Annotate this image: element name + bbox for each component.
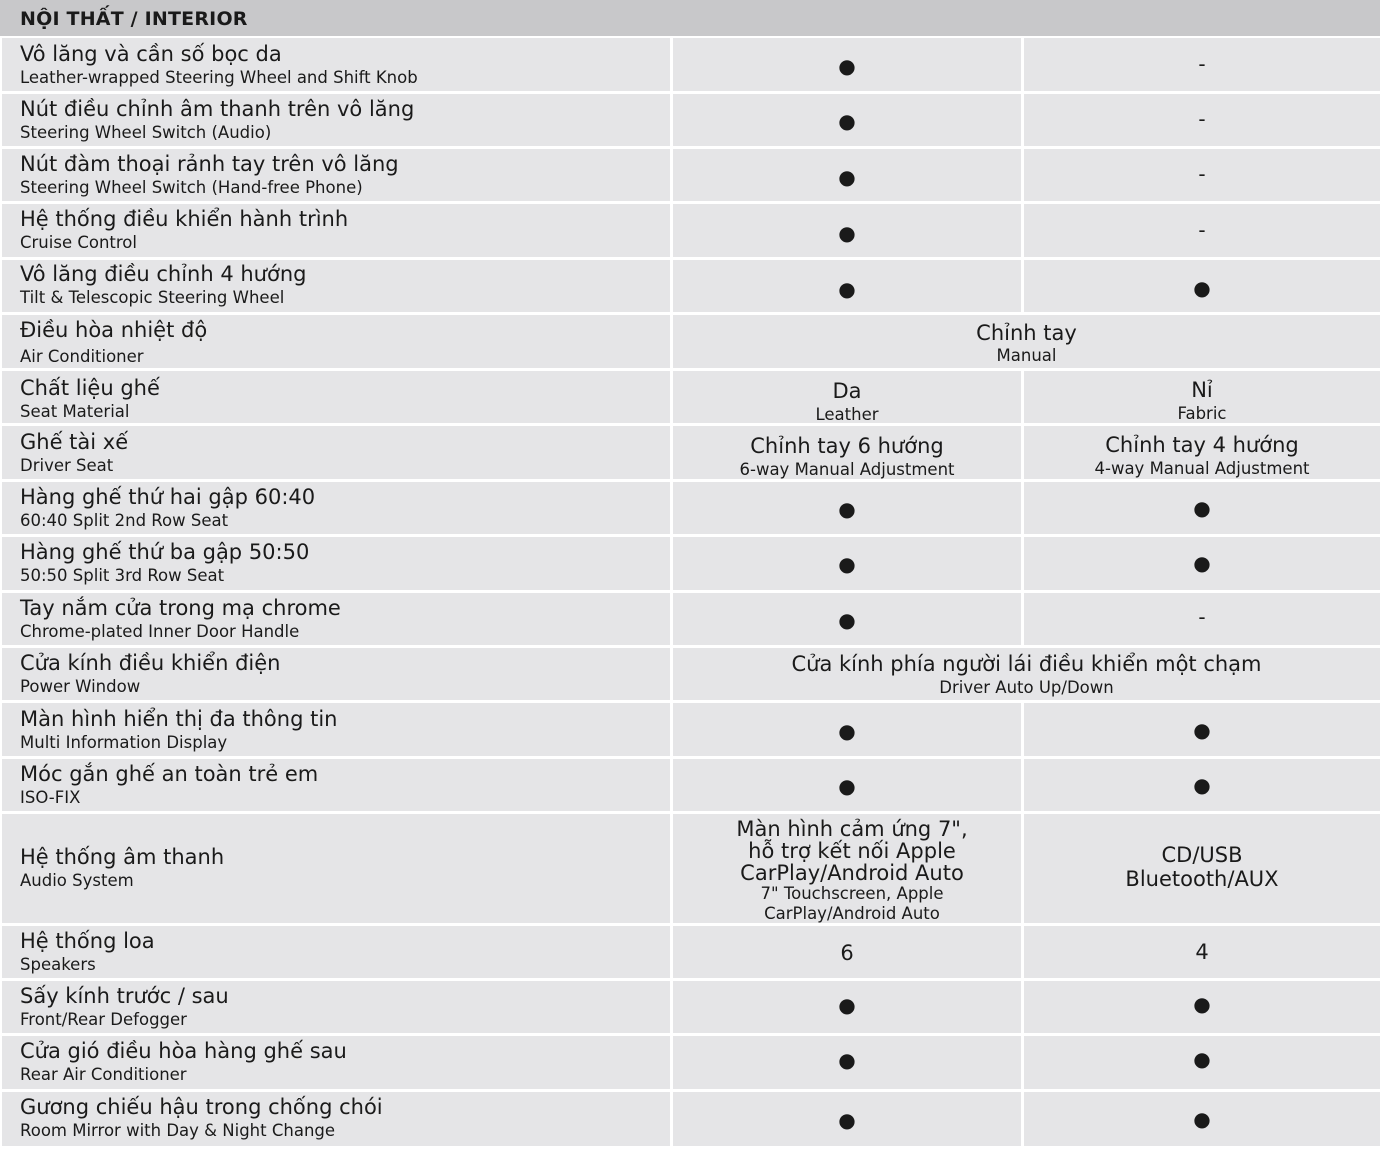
variant-a-cell: [673, 94, 1021, 146]
variant-b-value-en: 4-way Manual Adjustment: [1094, 459, 1310, 478]
feature-label-cell: [2, 703, 670, 756]
feature-name-vi: Móc gắn ghế an toàn trẻ em: [20, 762, 319, 786]
variant-b-cell: [1024, 759, 1380, 811]
feature-name-vi: Sấy kính trước / sau: [20, 984, 229, 1008]
feature-label-cell: [2, 94, 670, 146]
variant-a-value: ●: [838, 277, 856, 301]
feature-name-en: Air Conditioner: [20, 347, 144, 366]
variant-a-cell: [673, 426, 1021, 479]
feature-name-en: Driver Seat: [20, 456, 114, 475]
feature-name-vi: Hàng ghế thứ hai gập 60:40: [20, 485, 316, 509]
feature-name-en: Room Mirror with Day & Night Change: [20, 1121, 336, 1140]
merged-value-cell: [673, 648, 1380, 700]
variant-b-cell: [1024, 204, 1380, 257]
feature-name-vi: Nút đàm thoại rảnh tay trên vô lăng: [20, 152, 399, 176]
variant-b-value: ●: [1193, 276, 1211, 300]
feature-label-cell: [2, 926, 670, 978]
variant-a-cell: [673, 703, 1021, 756]
table-row: [0, 260, 1380, 315]
feature-name-vi: Hệ thống loa: [20, 929, 155, 953]
feature-label-cell: [2, 149, 670, 201]
section-title: NỘI THẤT / INTERIOR: [20, 8, 248, 30]
variant-a-value-vi: Màn hình cảm ứng 7",: [736, 817, 968, 841]
variant-a-value: ●: [838, 993, 856, 1017]
feature-name-vi: Chất liệu ghế: [20, 376, 160, 400]
table-row: [0, 426, 1380, 482]
variant-a-cell: [673, 204, 1021, 257]
variant-b-value: 4: [1195, 940, 1209, 964]
feature-name-en: Seat Material: [20, 402, 130, 421]
table-row: [0, 926, 1380, 981]
table-row: [0, 94, 1380, 149]
feature-name-en: Rear Air Conditioner: [20, 1065, 187, 1084]
feature-name-en: Leather-wrapped Steering Wheel and Shift Knob: [20, 68, 418, 87]
feature-name-vi: Hệ thống âm thanh: [20, 845, 225, 869]
merged-value-vi: Cửa kính phía người lái điều khiển một chạm: [791, 652, 1262, 676]
variant-b-value: ●: [1193, 992, 1211, 1016]
feature-name-vi: Nút điều chỉnh âm thanh trên vô lăng: [20, 97, 415, 121]
table-row: [0, 593, 1380, 648]
variant-b-value: ●: [1193, 1047, 1211, 1071]
variant-a-cell: [673, 371, 1021, 423]
variant-b-value: ●: [1193, 551, 1211, 575]
variant-a-cell: [673, 537, 1021, 590]
feature-name-en: Front/Rear Defogger: [20, 1010, 187, 1029]
variant-b-cell: [1024, 593, 1380, 645]
table-row: [0, 315, 1380, 371]
variant-b-value: ●: [1193, 773, 1211, 797]
feature-label-cell: [2, 1036, 670, 1089]
variant-b-cell: [1024, 38, 1380, 91]
variant-a-value-en: 6-way Manual Adjustment: [739, 460, 955, 479]
variant-a-cell: [673, 926, 1021, 978]
merged-value-cell: [673, 315, 1380, 368]
merged-value-en: Driver Auto Up/Down: [939, 678, 1114, 697]
variant-a-value: ●: [838, 54, 856, 78]
variant-b-value-en: Fabric: [1177, 404, 1227, 423]
feature-name-vi: Hệ thống điều khiển hành trình: [20, 207, 349, 231]
feature-name-vi: Gương chiếu hậu trong chống chói: [20, 1095, 383, 1119]
feature-name-vi: Cửa gió điều hòa hàng ghế sau: [20, 1039, 347, 1063]
variant-a-value: ●: [838, 1108, 856, 1132]
variant-a-value-en: CarPlay/Android Auto: [764, 904, 940, 923]
variant-a-value-vi: CarPlay/Android Auto: [740, 861, 964, 885]
variant-a-value-vi: hỗ trợ kết nối Apple: [748, 839, 956, 863]
variant-b-cell: [1024, 260, 1380, 312]
variant-a-value: 6: [840, 941, 854, 965]
feature-name-en: 50:50 Split 3rd Row Seat: [20, 566, 225, 585]
table-row: [0, 981, 1380, 1036]
variant-a-value-vi: Da: [832, 379, 862, 403]
merged-value-vi: Chỉnh tay: [976, 321, 1077, 345]
variant-a-value: ●: [838, 221, 856, 245]
feature-name-vi: Màn hình hiển thị đa thông tin: [20, 707, 338, 731]
variant-a-value: ●: [838, 109, 856, 133]
feature-label-cell: [2, 648, 670, 700]
variant-b-cell: [1024, 482, 1380, 534]
variant-b-cell: [1024, 926, 1380, 978]
feature-label-cell: [2, 315, 670, 368]
variant-b-cell: [1024, 426, 1380, 479]
variant-a-value: ●: [838, 1048, 856, 1072]
variant-b-value: -: [1198, 605, 1206, 629]
variant-b-value-vi: CD/USB: [1161, 843, 1243, 867]
table-row: [0, 482, 1380, 537]
feature-label-cell: [2, 1092, 670, 1146]
feature-label-cell: [2, 814, 670, 923]
variant-a-cell: [673, 593, 1021, 645]
variant-b-value-vi: Chỉnh tay 4 hướng: [1105, 433, 1299, 457]
feature-name-en: Chrome-plated Inner Door Handle: [20, 622, 300, 641]
table-row: [0, 814, 1380, 926]
table-row: [0, 703, 1380, 759]
feature-name-vi: Cửa kính điều khiển điện: [20, 651, 281, 675]
variant-a-cell: [673, 38, 1021, 91]
variant-b-value: -: [1198, 107, 1206, 131]
variant-b-cell: [1024, 1036, 1380, 1089]
feature-name-vi: Hàng ghế thứ ba gập 50:50: [20, 540, 310, 564]
feature-name-vi: Vô lăng điều chỉnh 4 hướng: [20, 262, 307, 286]
variant-b-value: ●: [1193, 1107, 1211, 1131]
variant-a-value-en: Leather: [815, 405, 879, 423]
variant-b-cell: [1024, 703, 1380, 756]
feature-name-en: Audio System: [20, 871, 134, 890]
variant-a-cell: [673, 1036, 1021, 1089]
feature-label-cell: [2, 371, 670, 423]
feature-name-vi: Ghế tài xế: [20, 430, 129, 454]
variant-a-cell: [673, 260, 1021, 312]
feature-label-cell: [2, 537, 670, 590]
variant-a-cell: [673, 759, 1021, 811]
feature-label-cell: [2, 260, 670, 312]
table-row: [0, 648, 1380, 703]
variant-a-cell: [673, 1092, 1021, 1146]
variant-a-value: ●: [838, 165, 856, 189]
variant-b-value: ●: [1193, 496, 1211, 520]
variant-b-value-vi: Bluetooth/AUX: [1125, 867, 1279, 891]
variant-a-value-en: 7" Touchscreen, Apple: [760, 884, 944, 903]
feature-name-en: Cruise Control: [20, 233, 137, 252]
feature-name-vi: Điều hòa nhiệt độ: [20, 318, 208, 342]
table-row: [0, 371, 1380, 426]
feature-name-en: Steering Wheel Switch (Audio): [20, 123, 272, 142]
feature-label-cell: [2, 482, 670, 534]
variant-a-value: ●: [838, 497, 856, 521]
variant-a-cell: [673, 149, 1021, 201]
feature-name-en: Power Window: [20, 677, 141, 696]
variant-a-cell: [673, 814, 1021, 923]
feature-name-vi: Tay nắm cửa trong mạ chrome: [20, 596, 341, 620]
variant-b-cell: [1024, 149, 1380, 201]
variant-b-cell: [1024, 537, 1380, 590]
variant-b-cell: [1024, 981, 1380, 1033]
table-row: [0, 1036, 1380, 1092]
feature-label-cell: [2, 426, 670, 479]
variant-b-value: -: [1198, 218, 1206, 242]
feature-label-cell: [2, 204, 670, 257]
feature-name-en: ISO-FIX: [20, 788, 81, 807]
variant-a-cell: [673, 482, 1021, 534]
section-header: [0, 0, 1380, 36]
feature-name-en: Tilt & Telescopic Steering Wheel: [20, 288, 285, 307]
variant-a-value: ●: [838, 552, 856, 576]
variant-a-value: ●: [838, 774, 856, 798]
table-row: [0, 1092, 1380, 1149]
feature-name-vi: Vô lăng và cần số bọc da: [20, 42, 282, 66]
feature-name-en: Multi Information Display: [20, 733, 228, 752]
feature-name-en: Steering Wheel Switch (Hand-free Phone): [20, 178, 363, 197]
variant-a-value: ●: [838, 608, 856, 632]
variant-b-cell: [1024, 94, 1380, 146]
variant-a-cell: [673, 981, 1021, 1033]
feature-label-cell: [2, 593, 670, 645]
variant-b-cell: [1024, 814, 1380, 923]
table-row: [0, 204, 1380, 260]
feature-name-en: 60:40 Split 2nd Row Seat: [20, 511, 229, 530]
variant-b-cell: [1024, 1092, 1380, 1146]
variant-a-value-vi: Chỉnh tay 6 hướng: [750, 434, 944, 458]
table-row: [0, 537, 1380, 593]
variant-a-value: ●: [838, 719, 856, 743]
table-row: [0, 149, 1380, 204]
table-row: [0, 38, 1380, 94]
variant-b-value: -: [1198, 52, 1206, 76]
variant-b-value: -: [1198, 162, 1206, 186]
feature-label-cell: [2, 759, 670, 811]
table-row: [0, 759, 1380, 814]
feature-label-cell: [2, 38, 670, 91]
feature-label-cell: [2, 981, 670, 1033]
feature-name-en: Speakers: [20, 955, 96, 974]
variant-b-cell: [1024, 371, 1380, 423]
variant-b-value: ●: [1193, 718, 1211, 742]
variant-b-value-vi: Nỉ: [1191, 378, 1213, 402]
merged-value-en: Manual: [996, 346, 1057, 365]
